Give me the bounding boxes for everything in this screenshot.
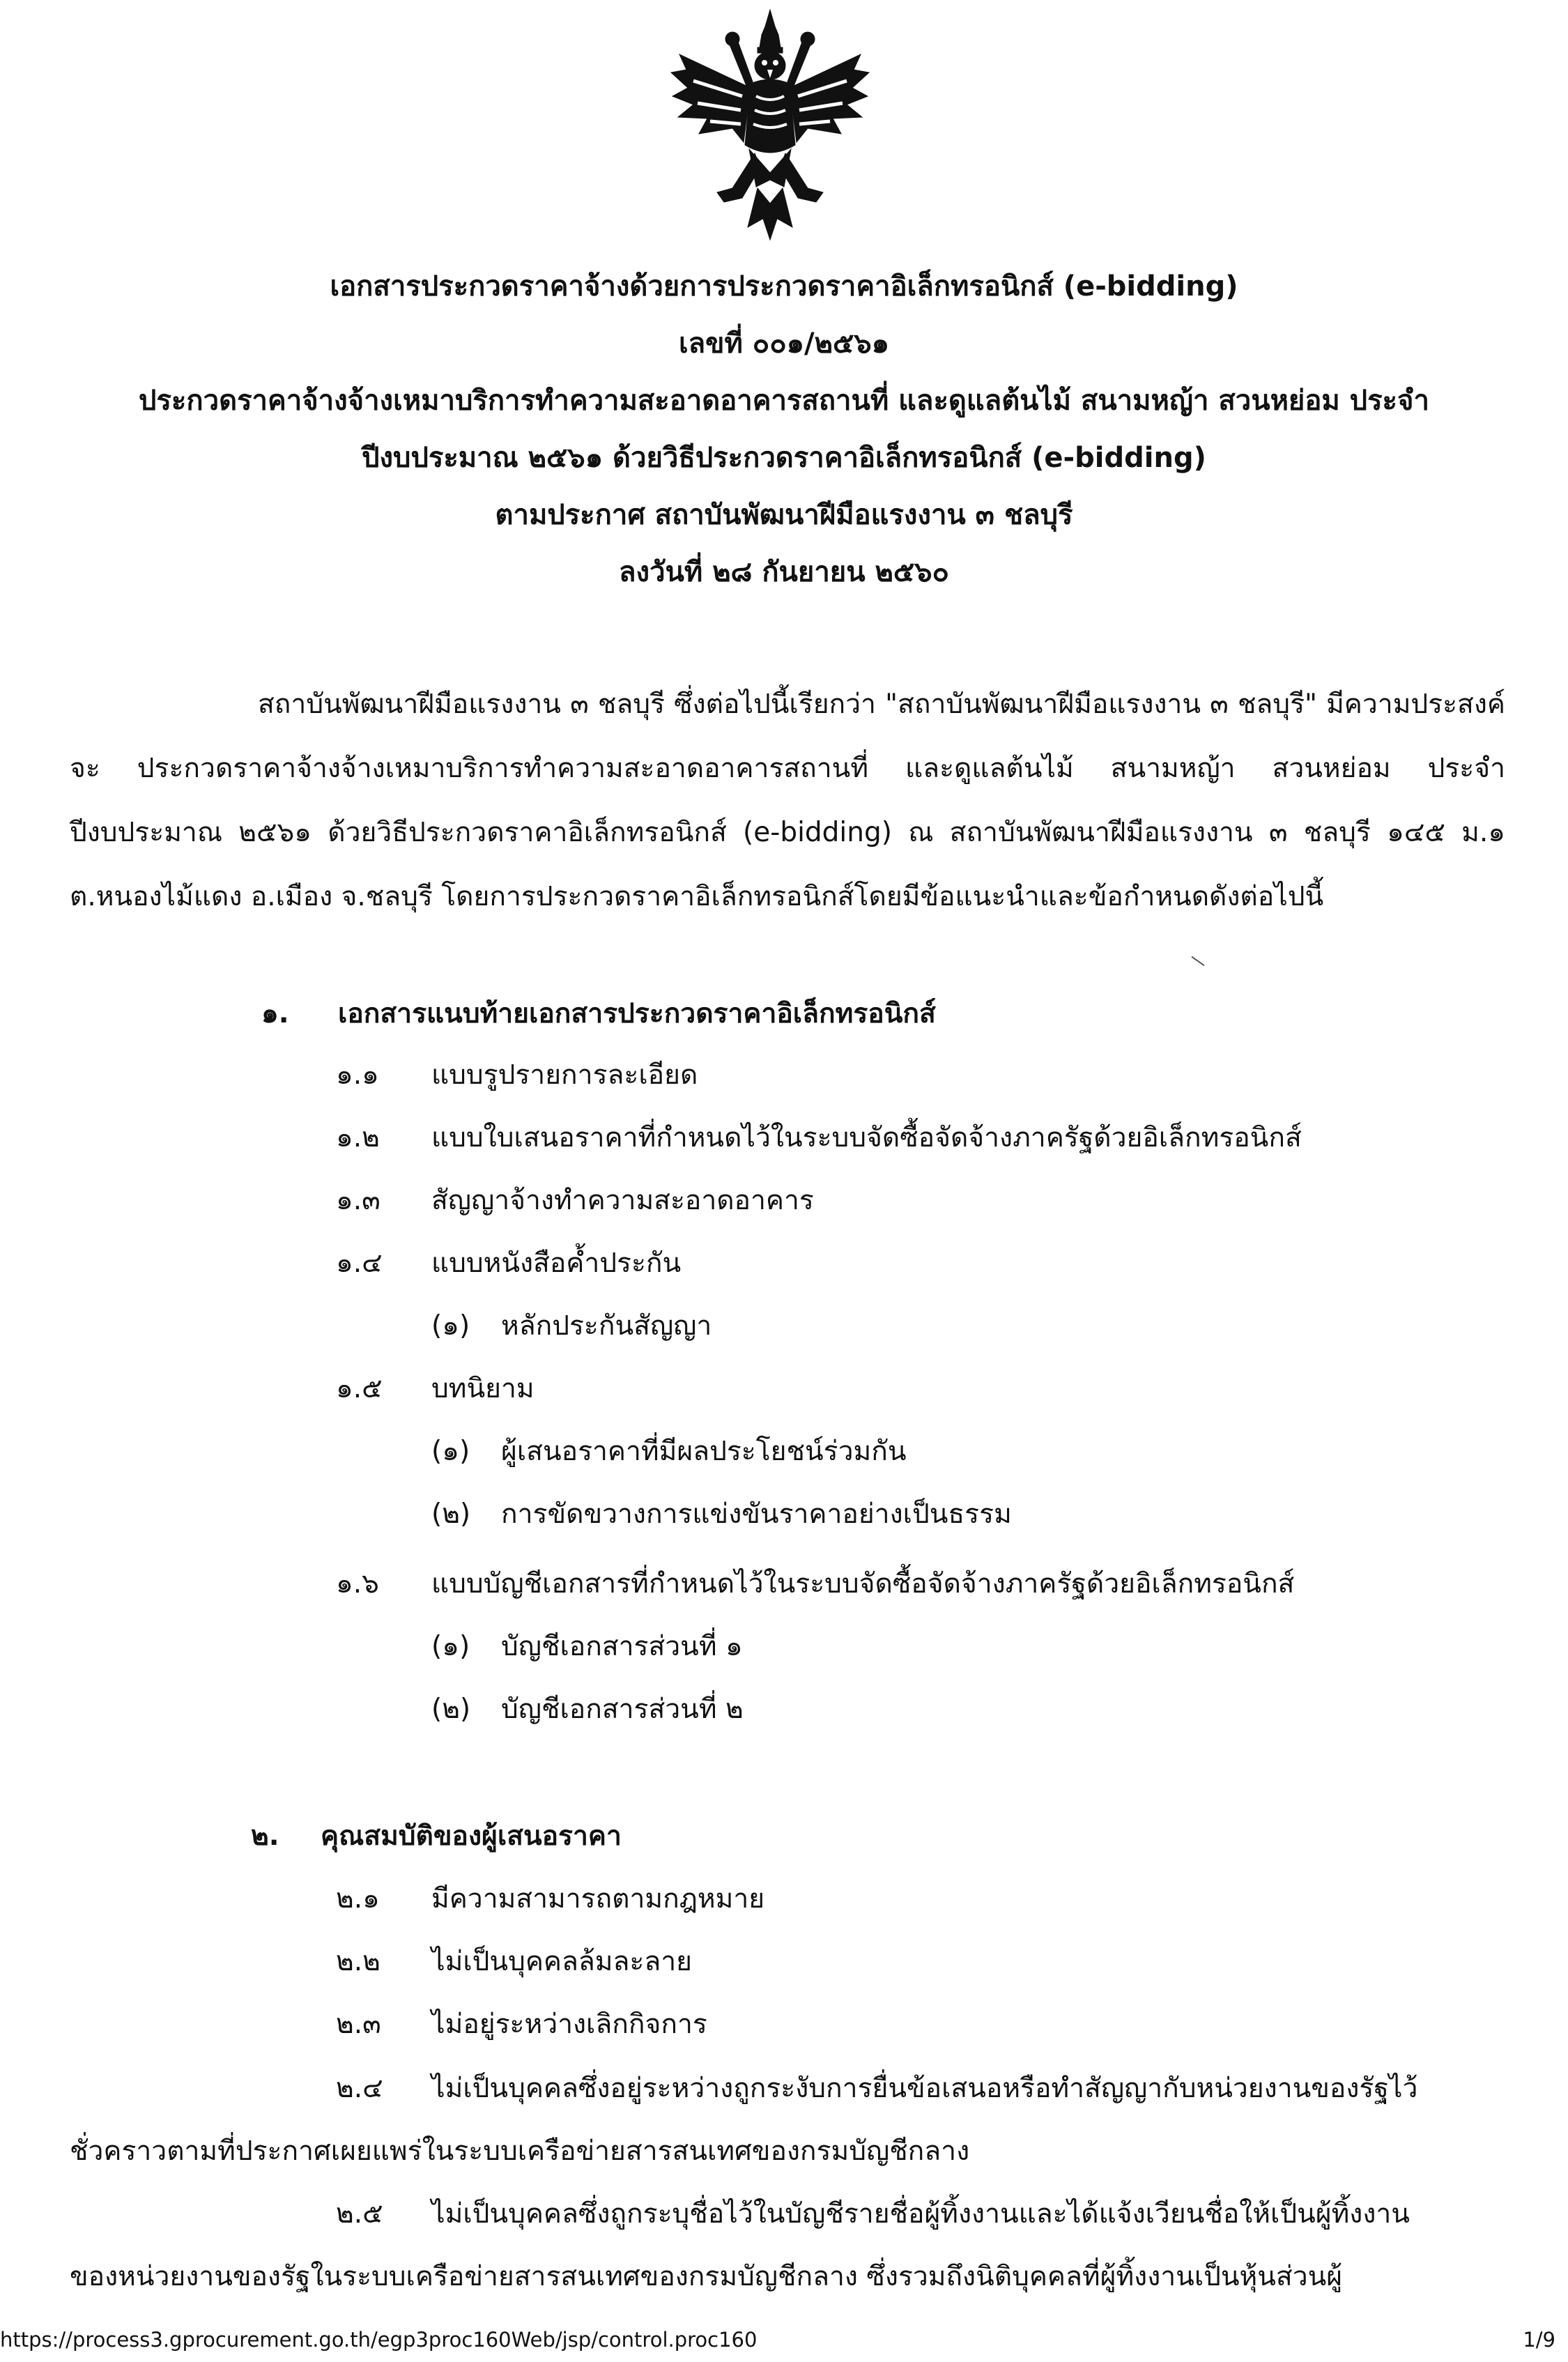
item-number: (๒) — [431, 1694, 471, 1725]
item-text: บัญชีเอกสารส่วนที่ ๒ — [501, 1694, 744, 1725]
item-text: แบบรูปรายการละเอียด — [431, 1059, 698, 1091]
announcement-date: ลงวันที่ ๒๘ กันยายน ๒๕๖๐ — [619, 556, 949, 588]
intro-text: สถาบันพัฒนาฝีมือแรงงาน ๓ ชลบุรี ซึ่งต่อไปนี้เรียกว่า "สถาบันพัฒนาฝีมือแรงงาน ๓ ชลบุรี" มีความประสงค์จะ ประกวดราคาจ้างจ้างเหมาบริการทำความสะอาดอาคารสถานที่ และดูแลต้นไม้ สนามหญ้า สวนหย่อม ประจำปีงบประมาณ ๒๕๖๑ ด้วยวิธีประกวดราคาอิเล็กทรอนิกส์ (e-bidding) ณ สถาบันพัฒนาฝีมือแรงงาน ๓ ชลบุรี ๑๔๕ ม.๑ ต.หนองไม้แดง อ.เมือง จ.ชลบุรี โดยการประกวดราคาอิเล็กทรอนิกส์โดยมีข้อแนะนำและข้อกำหนดดังต่อไปนี้ — [70, 689, 1505, 912]
item-text: มีความสามารถตามกฎหมาย — [431, 1883, 765, 1915]
item-text: บทนิยาม — [431, 1373, 535, 1404]
item-text: สัญญาจ้างทำความสะอาดอาคาร — [431, 1185, 814, 1216]
item-number: (๑) — [431, 1310, 470, 1342]
item-number: ๒.๓ — [336, 2009, 381, 2040]
item-text: ผู้เสนอราคาที่มีผลประโยชน์ร่วมกัน — [501, 1436, 907, 1467]
item-text: ไม่อยู่ระหว่างเลิกกิจการ — [431, 2009, 707, 2040]
document-title-block — [56, 258, 1512, 601]
item-number: ๑.๒ — [336, 1122, 380, 1153]
item-number: (๒) — [431, 1498, 471, 1530]
section-title: คุณสมบัติของผู้เสนอราคา — [321, 1820, 622, 1852]
garuda-emblem-icon — [666, 6, 875, 243]
item-continuation: ของหน่วยงานของรัฐในระบบเครือข่ายสารสนเทศของกรมบัญชีกลาง ซึ่งรวมถึงนิติบุคคลที่ผู้ทิ้งงานเป็นหุ้นส่วนผู้ — [70, 2261, 1343, 2292]
intro-paragraph — [70, 673, 1505, 929]
project-title-line-2: ปีงบประมาณ ๒๕๖๑ ด้วยวิธีประกวดราคาอิเล็กทรอนิกส์ (e-bidding) — [362, 442, 1206, 474]
item-number: ๒.๕ — [336, 2198, 383, 2230]
item-text: ไม่เป็นบุคคลล้มละลาย — [431, 1946, 693, 1977]
item-number: (๑) — [431, 1631, 470, 1662]
item-number: ๑.๕ — [336, 1373, 383, 1404]
scan-mark — [1191, 956, 1204, 966]
item-text: แบบใบเสนอราคาที่กำหนดไว้ในระบบจัดซื้อจัดจ้างภาครัฐด้วยอิเล็กทรอนิกส์ — [431, 1122, 1302, 1153]
item-text: หลักประกันสัญญา — [501, 1310, 712, 1342]
item-text: การขัดขวางการแข่งขันราคาอย่างเป็นธรรม — [501, 1498, 1012, 1530]
project-title-line-1: ประกวดราคาจ้างจ้างเหมาบริการทำความสะอาดอาคารสถานที่ และดูแลต้นไม้ สนามหญ้า สวนหย่อม ประจำ — [139, 385, 1429, 417]
item-number: ๒.๔ — [336, 2073, 383, 2104]
announcement-reference: ตามประกาศ สถาบันพัฒนาฝีมือแรงงาน ๓ ชลบุรี — [495, 499, 1073, 531]
item-text: บัญชีเอกสารส่วนที่ ๑ — [501, 1631, 743, 1662]
item-text: ไม่เป็นบุคคลซึ่งอยู่ระหว่างถูกระงับการยื่นข้อเสนอหรือทำสัญญากับหน่วยงานของรัฐไว้ — [431, 2073, 1418, 2104]
item-number: (๑) — [431, 1436, 470, 1467]
section-title: เอกสารแนบท้ายเอกสารประกวดราคาอิเล็กทรอนิกส์ — [338, 998, 936, 1029]
document-number: เลขที่ ๐๐๑/๒๕๖๑ — [678, 328, 890, 360]
item-text: แบบบัญชีเอกสารที่กำหนดไว้ในระบบจัดซื้อจัดจ้างภาครัฐด้วยอิเล็กทรอนิกส์ — [431, 1568, 1295, 1600]
item-number: ๑.๖ — [336, 1568, 379, 1600]
item-continuation: ชั่วคราวตามที่ประกาศเผยแพร่ในระบบเครือข่ายสารสนเทศของกรมบัญชีกลาง — [70, 2135, 970, 2167]
page-number: 1/9 — [1523, 2328, 1555, 2352]
item-number: ๒.๒ — [336, 1946, 381, 1977]
item-number: ๑.๓ — [336, 1185, 381, 1216]
section-number: ๒. — [251, 1820, 279, 1852]
document-title: เอกสารประกวดราคาจ้างด้วยการประกวดราคาอิเล็กทรอนิกส์ (e-bidding) — [330, 270, 1238, 302]
item-number: ๑.๔ — [336, 1248, 383, 1279]
footer-url: https://process3.gprocurement.go.th/egp3proc160Web/jsp/control.proc160 — [0, 2328, 758, 2352]
item-text: ไม่เป็นบุคคลซึ่งถูกระบุชื่อไว้ในบัญชีรายชื่อผู้ทิ้งงานและได้แจ้งเวียนชื่อให้เป็นผู้ทิ้งงาน — [431, 2198, 1410, 2230]
section-number: ๑. — [261, 998, 289, 1029]
item-number: ๒.๑ — [336, 1883, 380, 1915]
item-text: แบบหนังสือค้ำประกัน — [431, 1248, 682, 1279]
item-number: ๑.๑ — [336, 1059, 379, 1091]
